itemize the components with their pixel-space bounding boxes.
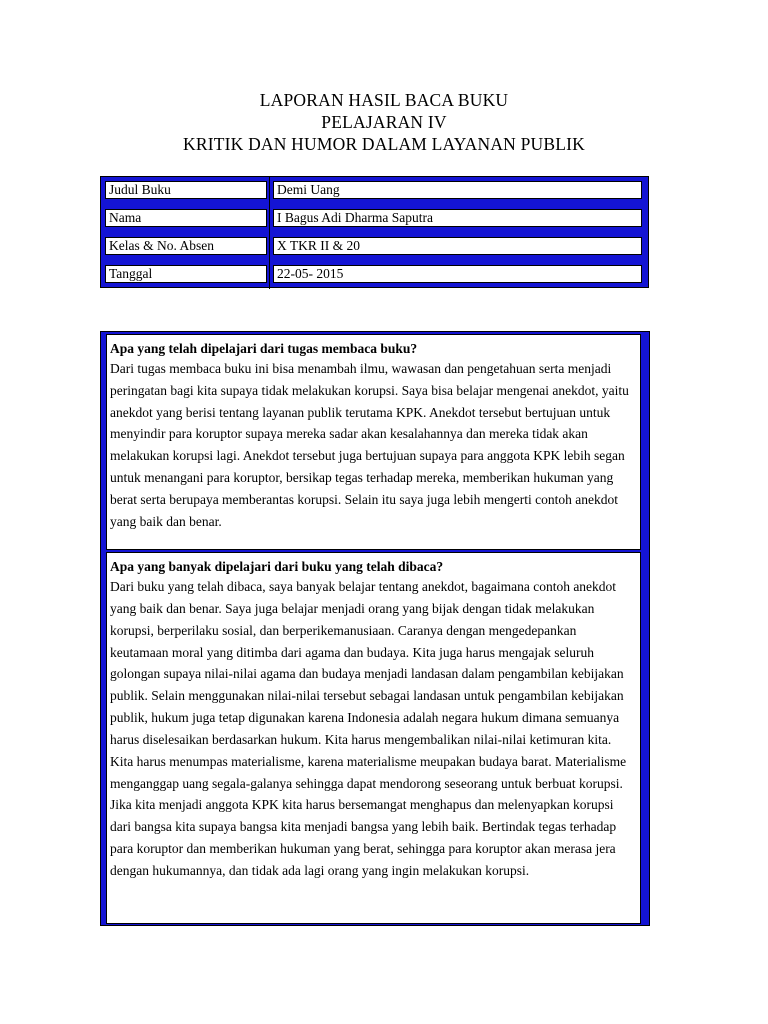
title-line-2: PELAJARAN IV (321, 112, 447, 132)
identity-row-class (101, 233, 648, 261)
section-body: Dari tugas membaca buku ini bisa menambah ilmu, wawasan dan pengetahuan serta menjadi peringatan bagi kita supaya tidak melakukan korupsi. Saya bisa belajar mengenai anekdot, yaitu anekdot yang berisi tentang layanan publik terutama KPK. Anekdot tersebut bertujuan untuk menyindir para koruptor supaya mereka sadar akan kesalahannya dan mereka tidak akan melakukan korupsi lagi. Anekdot tersebut juga bertujuan supaya para anggota KPK lebih segan untuk menangani para koruptor, bersikap tegas terhadap mereka, memberikan hukuman yang berat serta berupaya memberantas korupsi. Selain itu saya juga lebih mengerti contoh anekdot yang baik dan benar. (110, 361, 629, 529)
identity-label: Nama (105, 209, 267, 227)
identity-value: 22-05- 2015 (273, 265, 642, 283)
report-title (0, 89, 768, 155)
identity-value: Demi Uang (273, 181, 642, 199)
identity-row-title (101, 177, 648, 205)
section-heading: Apa yang telah dipelajari dari tugas membaca buku? (110, 341, 418, 356)
identity-label: Tanggal (105, 265, 267, 283)
identity-label: Kelas & No. Absen (105, 237, 267, 255)
identity-table (100, 176, 649, 288)
title-line-1: LAPORAN HASIL BACA BUKU (259, 90, 509, 110)
reflection-section-learned-from-book (106, 552, 641, 924)
section-heading: Apa yang banyak dipelajari dari buku yang telah dibaca? (110, 559, 444, 574)
identity-label: Judul Buku (105, 181, 267, 199)
section-body: Dari buku yang telah dibaca, saya banyak belajar tentang anekdot, bagaimana contoh anekdot yang baik dan benar. Saya juga belajar menjadi orang yang bijak dengan tidak melakukan korupsi, berperilaku sosial, dan berperikemanusiaan. Caranya dengan mengedepankan keutamaan moral yang ditimba dari agama dan budaya. Kita juga harus mengajak seluruh golongan supaya nilai-nilai agama dan budaya menjadi landasan dalam pengambilan kebijakan publik. Selain menggunakan nilai-nilai tersebut sebagai landasan untuk pengambilan kebijakan publik, hukum juga tetap digunakan karena Indonesia adalah negara hukum dimana semuanya harus diselesaikan berdasarkan hukum. Kita harus mengembalikan nilai-nilai ketimuran kita. Kita harus menumpas materialisme, karena materialisme meupakan budaya barat. Materialisme menganggap uang segala-galanya sehingga dapat mendorong seseorang untuk berbuat korupsi. Jika kita menjadi anggota KPK kita harus bersemangat menghapus dan melenyapkan korupsi dari bangsa kita supaya bangsa kita menjadi bangsa yang lebih baik. Bertindak tegas terhadap para koruptor dan memberikan hukuman yang berat, sehingga para koruptor akan merasa jera dengan hukumannya, dan tidak ada lagi orang yang ingin melakukan korupsi. (110, 579, 627, 878)
identity-value: I Bagus Adi Dharma Saputra (273, 209, 642, 227)
identity-row-name (101, 205, 648, 233)
identity-value: X TKR II & 20 (273, 237, 642, 255)
reflection-section-learned-from-task (106, 334, 641, 550)
title-line-3: KRITIK DAN HUMOR DALAM LAYANAN PUBLIK (183, 134, 585, 154)
reflection-table (100, 331, 650, 926)
identity-row-date (101, 261, 648, 289)
